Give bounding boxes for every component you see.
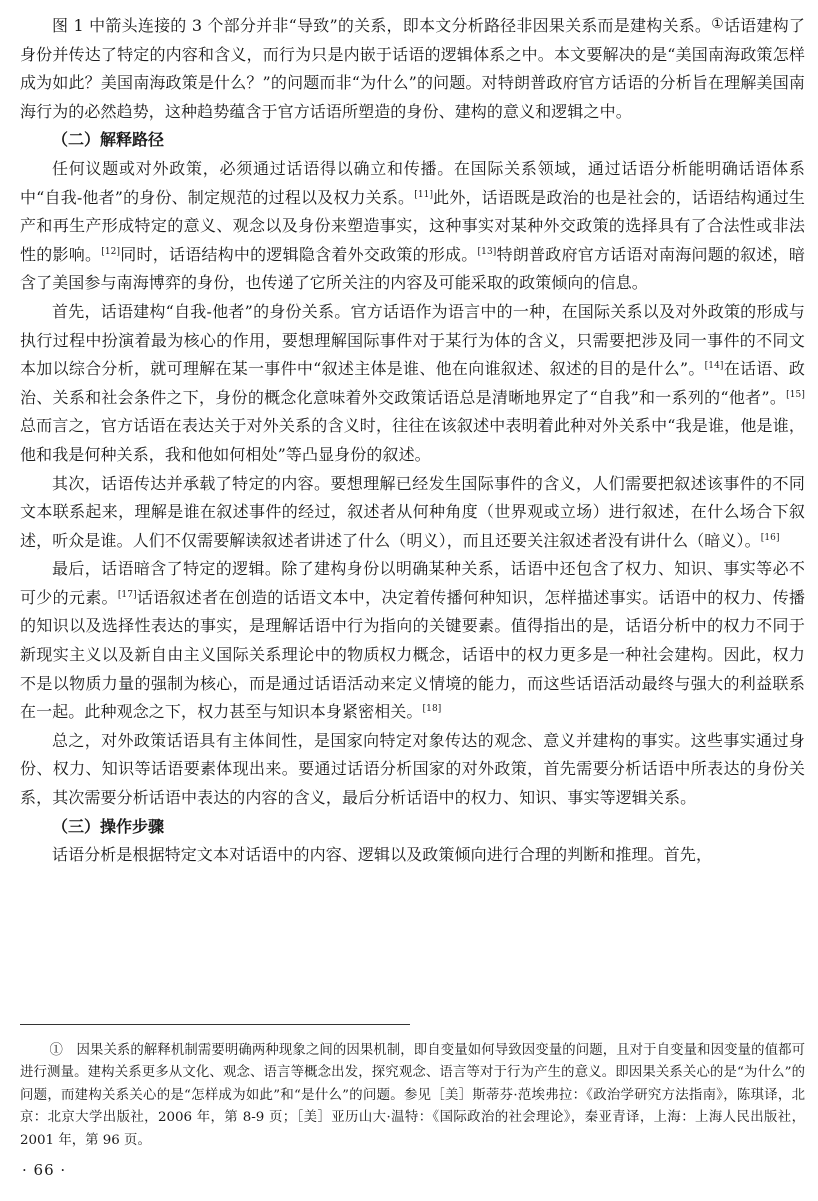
text-run: 话语叙述者在创造的话语文本中，决定着传播何种知识，怎样描述事实。话语中的权力、传播的知识以及选择性表达的事实，是理解话语中行为指向的关键要素。值得指出的是，话语分析中的权力不同于新现实主义以及新自由主义国际关系理论中的物质权力概念，话语中的权力更多是一种社会建构。因此，权力不是以物质力量的强制为核心，而是通过话语活动来定义情境的能力，而这些话语活动最终与强大的利益联系在一起。此种观念之下，权力甚至与知识本身紧密相关。 <box>20 587 805 722</box>
citation-marker: [18] <box>422 704 442 715</box>
text-run: 总之，对外政策话语具有主体间性，是国家向特定对象传达的观念、意义并建构的事实。这些事实通过身份、权力、知识等话语要素体现出来。要通过话语分析国家的对外政策，首先需要分析话语中所表达的身份关系，其次需要分析话语中表达的内容的含义，最后分析话语中的权力、知识、事实等逻辑关系。 <box>20 730 805 808</box>
body-paragraph <box>20 10 805 126</box>
body-paragraph <box>20 470 805 556</box>
citation-marker: [12] <box>101 246 121 257</box>
citation-marker: [16] <box>760 532 780 543</box>
body-paragraph <box>20 727 805 813</box>
body-paragraph <box>20 555 805 727</box>
text-run: 同时，话语结构中的逻辑隐含着外交政策的形成。 <box>120 244 478 264</box>
text-run: 在话语、政治、关系和社会条件之下，身份的概念化意味着外交政策话语总是清晰地界定了“自我”和一系列的“他者”。 <box>20 359 805 407</box>
text-run: 任何议题或对外政策，必须通过话语得以确立和传播。在国际关系领域，通过话语分析能明确话语体系中“自我-他者”的身份、制定规范的过程以及权力关系。 <box>20 158 805 207</box>
text-run: 特朗普政府官方话语对南海问题的叙述，暗含了美国参与南海博弈的身份，也传递了它所关注的内容及可能采取的政策倾向的信息。 <box>20 244 806 293</box>
text-run: 图 1 中箭头连接的 3 个部分并非“导致”的关系，即本文分析路径非因果关系而是建构关系。 <box>52 16 712 35</box>
text-run: （二）解释路径 <box>52 130 165 150</box>
footnote: ① 因果关系的解释机制需要明确两种现象之间的因果机制，即自变量如何导致因变量的问题，且对于自变量和因变量的值都可进行测量。建构关系更多从文化、观念、语言等概念出发，探究观念、语言等对于行为产生的意义。即因果关系关心的是“为什么”的问题，而建构关系关心的是“怎样成为如此”和“是什么”的问题。参见［美］斯蒂芬·范埃弗拉：《政治学研究方法指南》，陈琪译，北京：北京大学出版社，2006 年，第 8-9 页；［美］亚历山大·温特：《国际政治的社会理论》，秦亚青译，上海：上海人民出版社，2001 年，第 96 页。 <box>20 1043 805 1148</box>
citation-marker: [13] <box>477 246 497 257</box>
section-heading <box>20 813 805 842</box>
body-paragraph <box>20 298 805 470</box>
page-number: · 66 · <box>22 1161 67 1179</box>
section-heading <box>20 126 805 155</box>
footnote-divider <box>20 1024 410 1025</box>
text-run: 首先，话语建构“自我-他者”的身份关系。官方话语作为语言中的一种，在国际关系以及对外政策的形成与执行过程中扮演着最为核心的作用，要想理解国际事件对于某行为体的含义，只需要把涉及同一事件的不同文本加以综合分析，就可理解在某一事件中“叙述主体是谁、他在向谁叙述、叙述的目的是什么”。 <box>20 301 805 379</box>
text-run: 话语建构了身份并传达了特定的内容和含义，而行为只是内嵌于话语的逻辑体系之中。本文要解决的是“美国南海政策怎样成为如此？美国南海政策是什么？”的问题而非“为什么”的问题。对特朗普政府官方话语的分析旨在理解美国南海行为的必然趋势，这种趋势蕴含于官方话语所塑造的身份、建构的意义和逻辑之中。 <box>20 16 805 121</box>
text-run: 总而言之，官方话语在表达关于对外关系的含义时，往往在该叙述中表明着此种对外关系中“我是谁，他是谁，他和我是何种关系，我和他如何相处”等凸显身份的叙述。 <box>20 416 805 464</box>
article-body <box>20 10 805 870</box>
citation-marker: [17] <box>117 589 137 600</box>
citation-marker: [15] <box>786 389 805 400</box>
citation-marker: [14] <box>704 361 724 372</box>
text-run: 最后，话语暗含了特定的逻辑。除了建构身份以明确某种关系，话语中还包含了权力、知识、事实等必不可少的元素。 <box>20 559 805 607</box>
text-run: 话语分析是根据特定文本对话语中的内容、逻辑以及政策倾向进行合理的判断和推理。首先， <box>52 845 713 865</box>
citation-marker: [11] <box>414 189 434 200</box>
body-paragraph <box>20 841 805 870</box>
footnote-marker: ① <box>711 16 724 32</box>
body-paragraph <box>20 155 805 298</box>
text-run: 其次，话语传达并承载了特定的内容。要想理解已经发生国际事件的含义，人们需要把叙述该事件的不同文本联系起来，理解是谁在叙述事件的经过，叙述者从何种角度（世界观或立场）进行叙述，在什么场合下叙述，听众是谁。人们不仅需要解读叙述者讲述了什么（明义），而且还要关注叙述者没有讲什么（暗义）。 <box>20 473 805 550</box>
text-run: （三）操作步骤 <box>52 816 165 836</box>
text-run: 此外，话语既是政治的也是社会的，话语结构通过生产和再生产形成特定的意义、观念以及身份来塑造事实，这种事实对某种外交政策的选择具有了合法性或非法性的影响。 <box>20 187 805 264</box>
